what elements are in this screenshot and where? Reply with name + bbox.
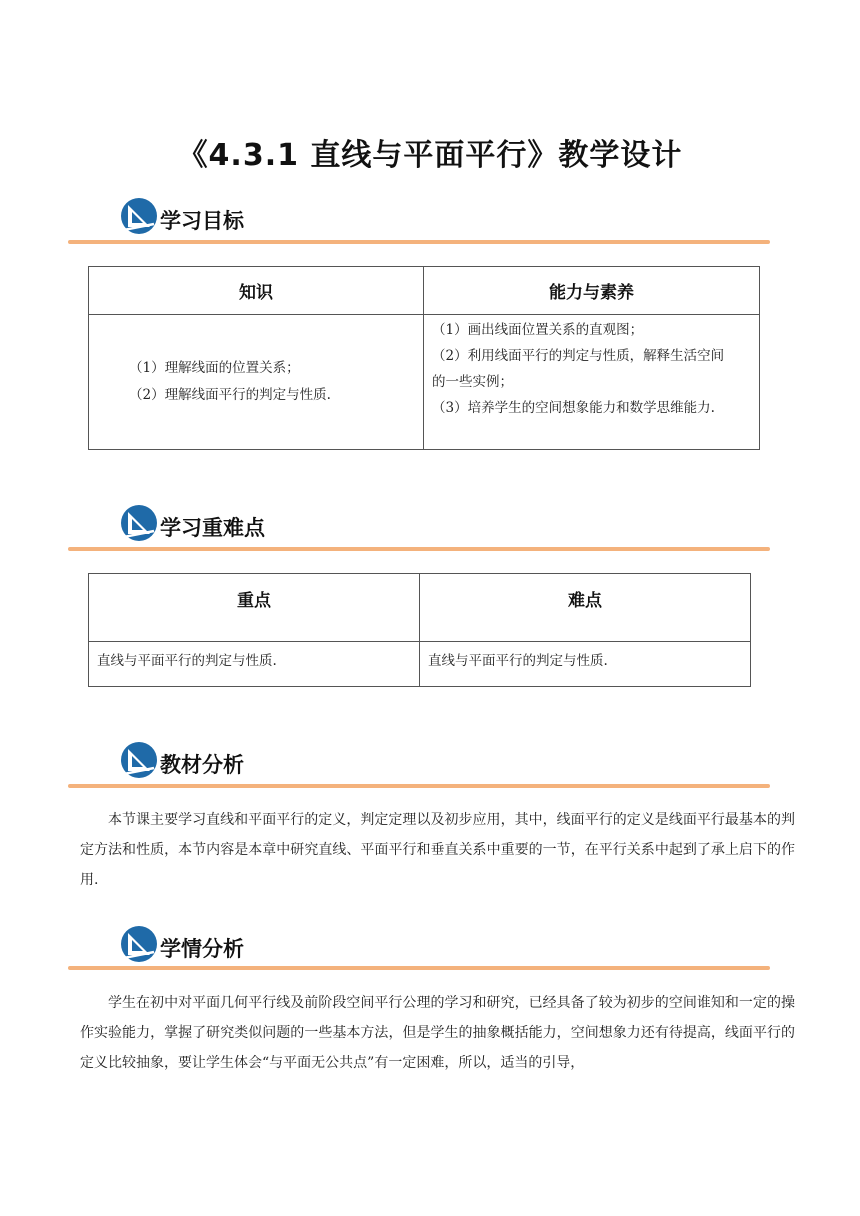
section-title: 学情分析	[160, 937, 244, 961]
set-square-icon	[120, 741, 158, 779]
goals-col-ability: 能力与素养	[424, 267, 760, 315]
section-divider	[68, 784, 770, 788]
material-analysis-text: 本节课主要学习直线和平面平行的定义，判定定理以及初步应用，其中，线面平行的定义是线面平行最基本的判定方法和性质，本节内容是本章中研究直线、平面平行和垂直关系中重要的一节，在平行关系中起到了承上启下的作用.	[80, 812, 795, 888]
section-divider	[68, 966, 770, 970]
goals-knowledge-cell	[89, 315, 424, 450]
section-title: 教材分析	[160, 753, 244, 777]
section-heading-key-points	[120, 504, 420, 544]
goals-col-knowledge: 知识	[89, 267, 424, 315]
key-point-cell: 直线与平面平行的判定与性质.	[89, 642, 420, 687]
difficult-col-header: 难点	[420, 574, 751, 642]
section-divider	[68, 547, 770, 551]
ability-item: 的一些实例；	[432, 374, 513, 390]
learner-analysis-text: 学生在初中对平面几何平行线及前阶段空间平行公理的学习和研究，已经具备了较为初步的空间谁知和一定的操作实验能力，掌握了研究类似问题的一些基本方法，但是学生的抽象概括能力，空间想象力还有待提高，线面平行的定义比较抽象，要让学生体会“与平面无公共点”有一定困难，所以，适当的引导，	[80, 995, 795, 1071]
ability-item: （2）利用线面平行的判定与性质，解释生活空间	[432, 348, 725, 364]
section-heading-material	[120, 741, 420, 781]
goals-table	[88, 266, 760, 450]
section-divider	[68, 240, 770, 244]
key-col-header: 重点	[89, 574, 420, 642]
section-title: 学习重难点	[160, 516, 265, 540]
section-title: 学习目标	[160, 209, 244, 233]
section-heading-learner	[120, 925, 420, 965]
knowledge-item: （2）理解线面平行的判定与性质.	[129, 387, 331, 403]
set-square-icon	[120, 197, 158, 235]
ability-item: （1）画出线面位置关系的直观图；	[432, 322, 644, 338]
goals-ability-cell	[424, 315, 760, 450]
ability-item: （3）培养学生的空间想象能力和数学思维能力.	[432, 400, 715, 416]
set-square-icon	[120, 925, 158, 963]
knowledge-item: （1）理解线面的位置关系；	[129, 360, 300, 376]
document-title: 《4.3.1 直线与平面平行》教学设计	[177, 138, 683, 173]
key-points-table	[88, 573, 751, 687]
set-square-icon	[120, 504, 158, 542]
section-heading-goals	[120, 197, 420, 237]
difficult-point-cell: 直线与平面平行的判定与性质.	[420, 642, 751, 687]
